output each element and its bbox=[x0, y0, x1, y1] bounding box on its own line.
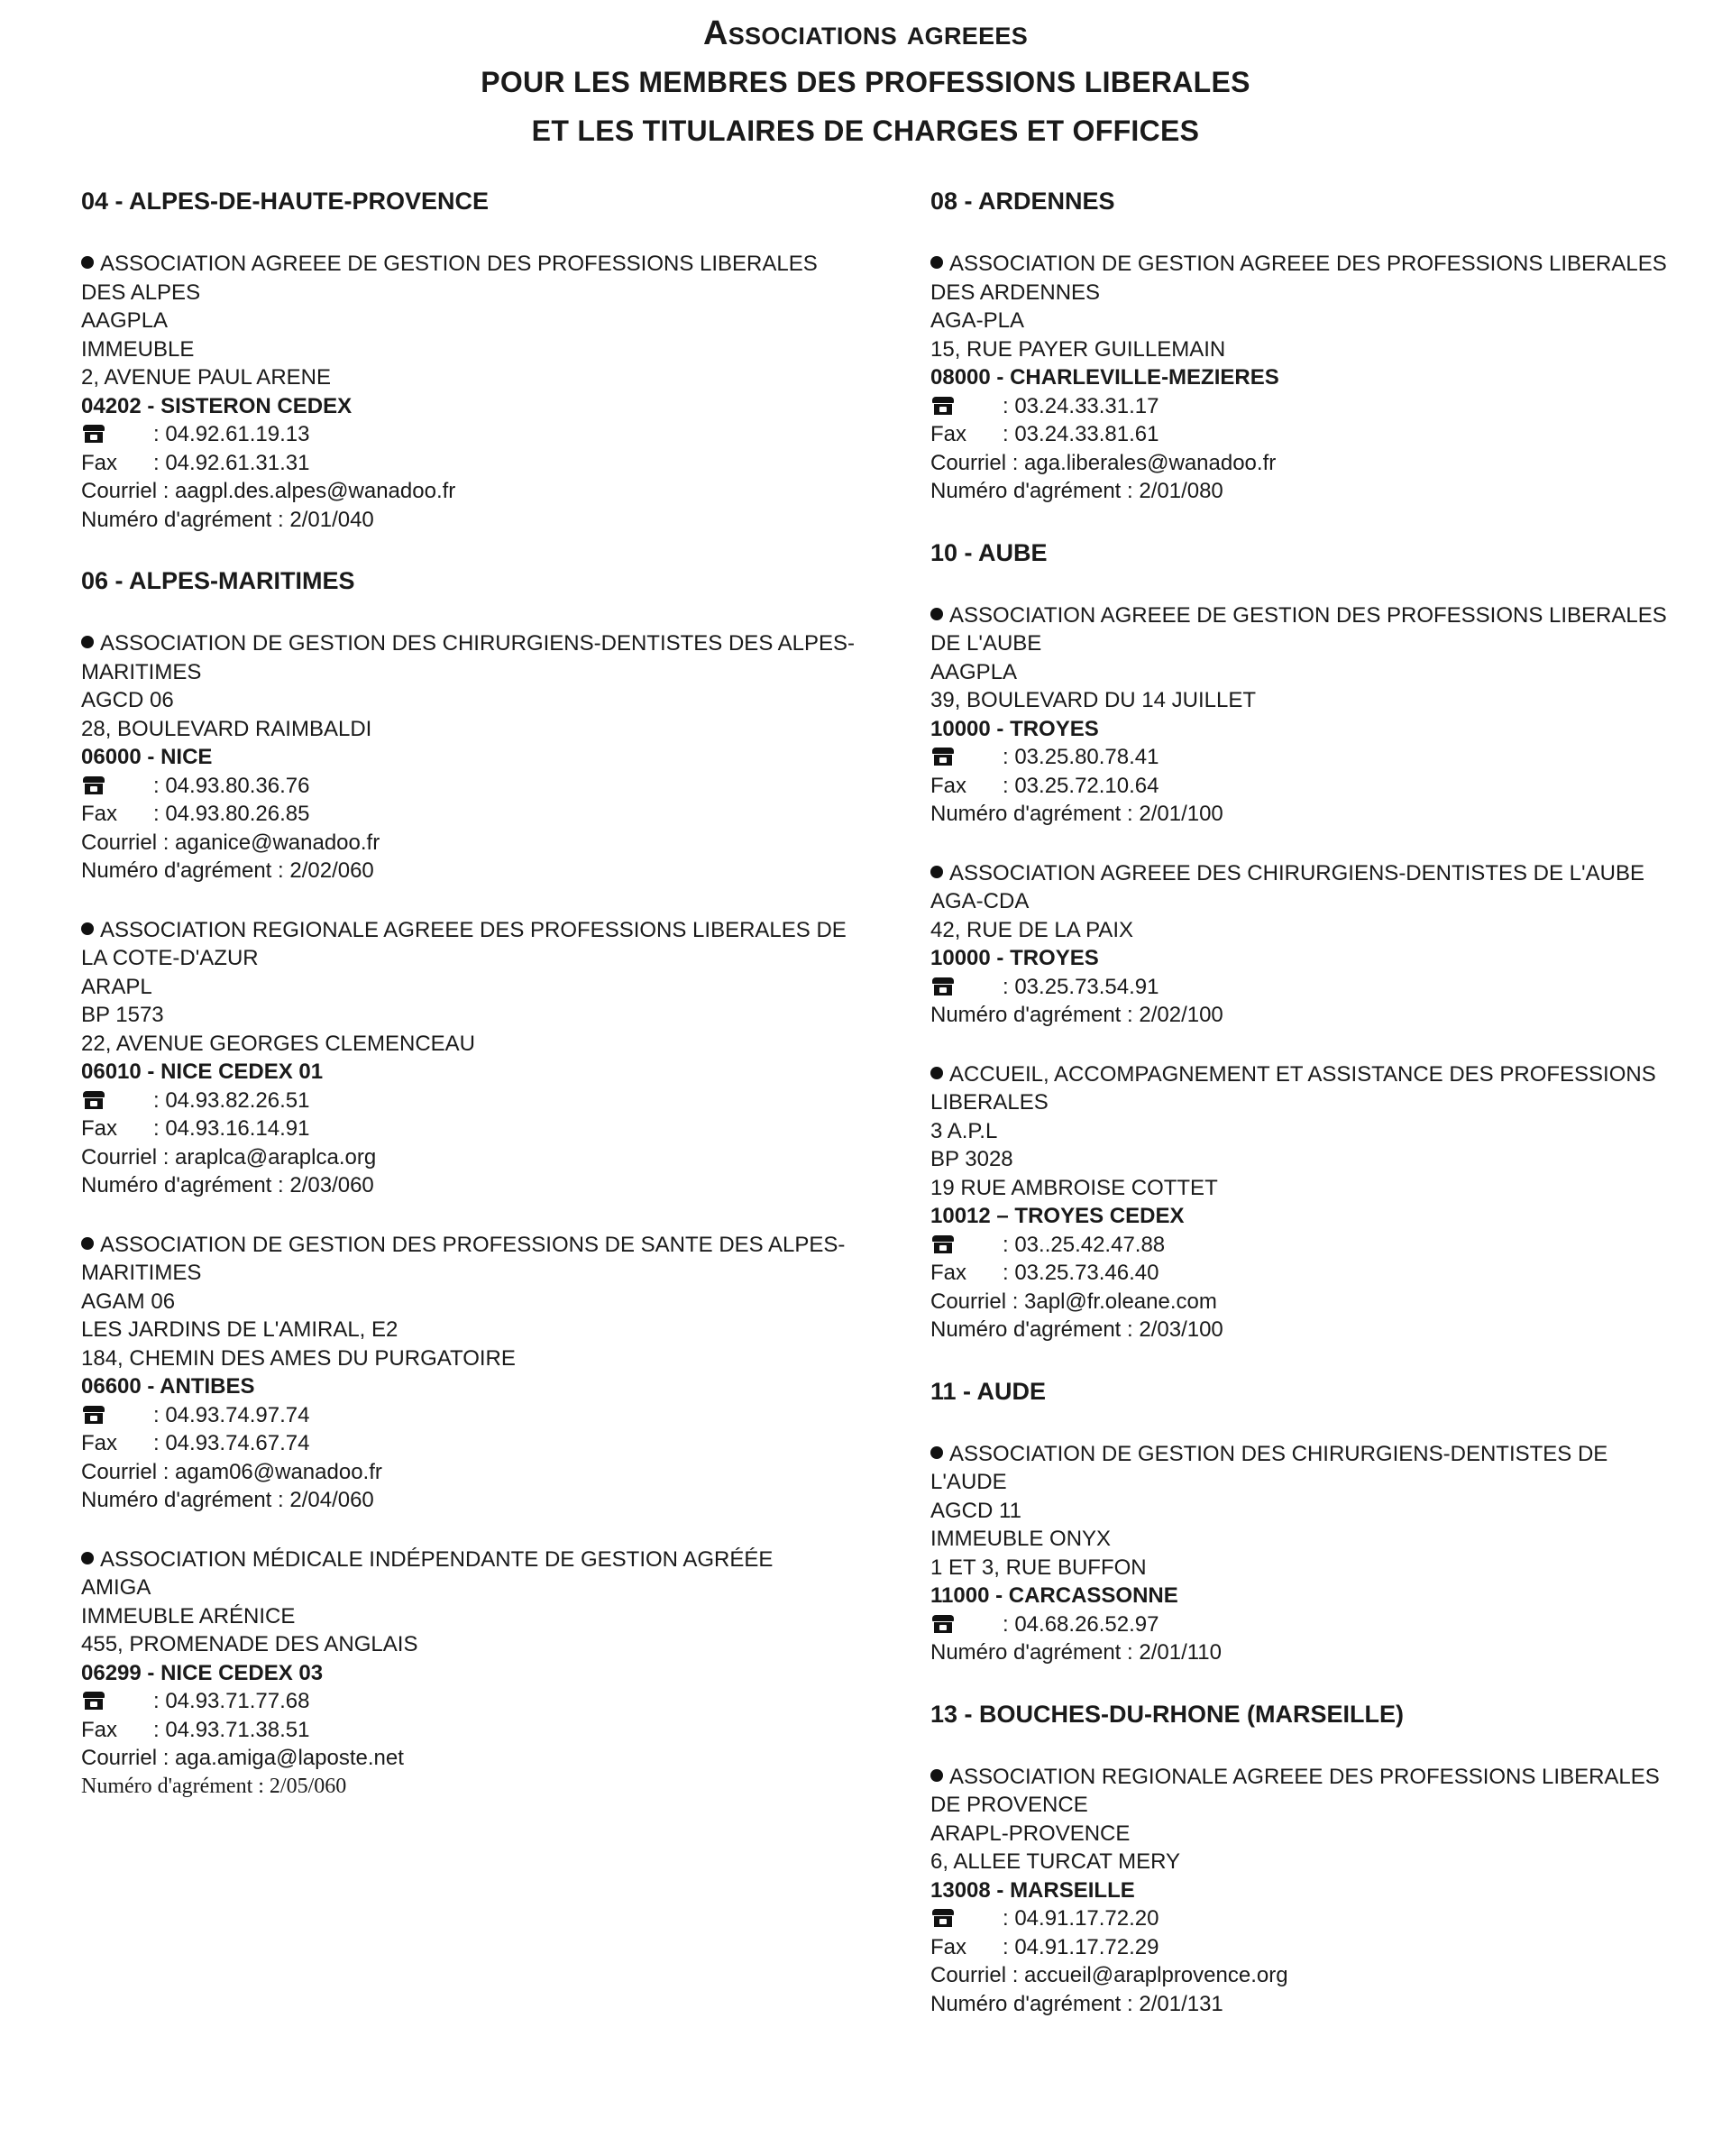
association-name: ASSOCIATION DE GESTION DES PROFESSIONS DE SANTE DES ALPES-MARITIMES bbox=[81, 1232, 846, 1285]
fax-number: : 04.93.80.26.85 bbox=[153, 802, 310, 826]
phone-line bbox=[930, 1231, 1679, 1260]
telephone-icon bbox=[930, 1235, 956, 1253]
association-name: ASSOCIATION AGREEE DES CHIRURGIENS-DENTISTES DE L'AUBE bbox=[930, 859, 1679, 888]
phone-line bbox=[930, 743, 1679, 772]
fax-line bbox=[930, 420, 1679, 449]
fax-number: : 04.93.16.14.91 bbox=[153, 1116, 310, 1141]
address-line: IMMEUBLE ONYX bbox=[930, 1527, 1112, 1551]
address-line: BP 1573 bbox=[81, 1003, 164, 1027]
association-entry bbox=[81, 250, 866, 534]
association-name: ASSOCIATION REGIONALE AGREEE DES PROFESSIONS LIBERALES DE LA COTE-D'AZUR bbox=[81, 917, 847, 970]
email-line[interactable]: Courriel : aganice@wanadoo.fr bbox=[81, 830, 380, 855]
postal-city: 13008 - MARSEILLE bbox=[930, 1877, 1135, 1903]
fax-number: : 04.91.17.72.29 bbox=[1003, 1934, 1159, 1959]
phone-number: : 03.24.33.31.17 bbox=[1003, 393, 1159, 418]
fax-line bbox=[930, 1933, 1679, 1962]
page-title: Associations agreees bbox=[702, 14, 1029, 52]
fax-line bbox=[81, 1429, 866, 1458]
postal-city: 10012 – TROYES CEDEX bbox=[930, 1204, 1185, 1228]
phone-line bbox=[930, 392, 1679, 421]
right-column bbox=[930, 185, 1679, 2049]
email-line[interactable]: Courriel : 3apl@fr.oleane.com bbox=[930, 1289, 1217, 1314]
fax-number: : 04.92.61.31.31 bbox=[153, 450, 310, 475]
fax-line bbox=[930, 772, 1679, 801]
phone-number: : 04.93.71.77.68 bbox=[153, 1689, 310, 1713]
agrement-number: Numéro d'agrément : 2/01/080 bbox=[930, 479, 1223, 503]
association-acronym: AAGPLA bbox=[930, 659, 1018, 684]
bullet-icon bbox=[81, 256, 94, 269]
postal-city: 10000 - TROYES bbox=[930, 946, 1099, 970]
fax-line bbox=[81, 1115, 866, 1143]
association-entry bbox=[930, 1763, 1679, 2019]
phone-line bbox=[930, 973, 1679, 1002]
association-acronym: AGCD 06 bbox=[81, 688, 174, 712]
fax-number: : 03.24.33.81.61 bbox=[1003, 422, 1159, 446]
postal-city: 08000 - CHARLEVILLE-MEZIERES bbox=[930, 365, 1279, 390]
fax-label: Fax bbox=[930, 1934, 967, 1959]
phone-number: : 04.93.74.97.74 bbox=[153, 1402, 310, 1427]
agrement-number: Numéro d'agrément : 2/03/100 bbox=[930, 1317, 1223, 1342]
fax-line bbox=[81, 449, 866, 478]
email-line[interactable]: Courriel : accueil@araplprovence.org bbox=[930, 1963, 1288, 1987]
agrement-number: Numéro d'agrément : 2/01/040 bbox=[81, 507, 374, 532]
bullet-icon bbox=[930, 1769, 943, 1782]
fax-label: Fax bbox=[81, 1717, 118, 1742]
association-name: ASSOCIATION MÉDICALE INDÉPENDANTE DE GESTION AGRÉÉE bbox=[81, 1546, 866, 1574]
phone-line bbox=[930, 1610, 1679, 1639]
phone-number: : 03.25.73.54.91 bbox=[1003, 974, 1159, 999]
association-entry bbox=[81, 1231, 866, 1515]
telephone-icon bbox=[930, 977, 956, 995]
agrement-number: Numéro d'agrément : 2/05/060 bbox=[81, 1774, 347, 1798]
phone-line bbox=[930, 1904, 1679, 1933]
fax-label: Fax bbox=[930, 422, 967, 446]
association-entry bbox=[930, 859, 1679, 1030]
association-acronym: ARAPL-PROVENCE bbox=[930, 1821, 1131, 1846]
fax-label: Fax bbox=[930, 773, 967, 798]
phone-number: : 04.91.17.72.20 bbox=[1003, 1906, 1159, 1931]
telephone-icon bbox=[81, 776, 106, 794]
association-acronym: AGCD 11 bbox=[930, 1498, 1021, 1523]
fax-label: Fax bbox=[81, 1431, 118, 1455]
telephone-icon bbox=[930, 1615, 956, 1633]
page-subtitle-line-1: POUR LES MEMBRES DES PROFESSIONS LIBERALES bbox=[481, 66, 1250, 98]
address-line: IMMEUBLE ARÉNICE bbox=[81, 1603, 296, 1628]
address-line: 28, BOULEVARD RAIMBALDI bbox=[81, 716, 372, 741]
phone-number: : 03.25.80.78.41 bbox=[1003, 745, 1159, 769]
association-acronym: 3 A.P.L bbox=[930, 1118, 998, 1143]
address-line: 19 RUE AMBROISE COTTET bbox=[930, 1175, 1218, 1200]
dept-heading-10: 10 - AUBE bbox=[930, 538, 1048, 566]
telephone-icon bbox=[930, 397, 956, 415]
agrement-number: Numéro d'agrément : 2/01/131 bbox=[930, 1991, 1223, 2016]
left-column bbox=[81, 185, 866, 1831]
association-name: ASSOCIATION AGREEE DE GESTION DES PROFESSIONS LIBERALES DES ALPES bbox=[81, 252, 818, 305]
bullet-icon bbox=[81, 1552, 94, 1564]
agrement-number: Numéro d'agrément : 2/03/060 bbox=[81, 1173, 374, 1197]
association-name: ASSOCIATION DE GESTION DES CHIRURGIENS-DENTISTES DES ALPES-MARITIMES bbox=[81, 631, 856, 684]
association-name: ASSOCIATION DE GESTION AGREEE DES PROFESSIONS LIBERALES DES ARDENNES bbox=[930, 252, 1667, 305]
bullet-icon bbox=[930, 608, 943, 620]
phone-line bbox=[81, 772, 866, 801]
page-subtitle-line-2: ET LES TITULAIRES DE CHARGES ET OFFICES bbox=[531, 115, 1200, 147]
fax-label: Fax bbox=[81, 1116, 118, 1141]
phone-number: : 04.93.82.26.51 bbox=[153, 1087, 310, 1113]
fax-number: : 04.93.74.67.74 bbox=[153, 1431, 310, 1455]
telephone-icon bbox=[81, 1091, 106, 1109]
fax-label: Fax bbox=[81, 802, 118, 826]
dept-heading-13: 13 - BOUCHES-DU-RHONE (MARSEILLE) bbox=[930, 1700, 1405, 1728]
telephone-icon bbox=[81, 425, 106, 443]
phone-number: : 03..25.42.47.88 bbox=[1003, 1232, 1166, 1257]
agrement-number: Numéro d'agrément : 2/02/100 bbox=[930, 1003, 1223, 1027]
agrement-number: Numéro d'agrément : 2/01/100 bbox=[930, 802, 1223, 826]
association-acronym: AGA-CDA bbox=[930, 889, 1030, 913]
email-line[interactable]: Courriel : agam06@wanadoo.fr bbox=[81, 1459, 382, 1484]
fax-label: Fax bbox=[81, 450, 118, 475]
address-line: 6, ALLEE TURCAT MERY bbox=[930, 1849, 1180, 1874]
fax-number: : 04.93.71.38.51 bbox=[153, 1717, 310, 1742]
fax-number: : 03.25.72.10.64 bbox=[1003, 773, 1159, 798]
email-line[interactable]: Courriel : aga.liberales@wanadoo.fr bbox=[930, 450, 1277, 475]
telephone-icon bbox=[81, 1692, 106, 1710]
association-name: ASSOCIATION DE GESTION DES CHIRURGIENS-DENTISTES DE L'AUDE bbox=[930, 1441, 1608, 1494]
association-acronym: AAGPLA bbox=[81, 308, 169, 333]
address-line: 1 ET 3, RUE BUFFON bbox=[930, 1555, 1147, 1580]
agrement-number: Numéro d'agrément : 2/02/060 bbox=[81, 858, 374, 883]
bullet-icon bbox=[930, 1446, 943, 1459]
page-header bbox=[0, 0, 1731, 155]
association-entry bbox=[930, 250, 1679, 506]
address-line: 2, AVENUE PAUL ARENE bbox=[81, 365, 331, 390]
dept-heading-11: 11 - AUDE bbox=[930, 1377, 1047, 1405]
address-line: 184, CHEMIN DES AMES DU PURGATOIRE bbox=[81, 1345, 516, 1371]
agrement-number: Numéro d'agrément : 2/04/060 bbox=[81, 1488, 374, 1512]
telephone-icon bbox=[930, 1909, 956, 1927]
dept-heading-06: 06 - ALPES-MARITIMES bbox=[81, 567, 355, 594]
address-line: 22, AVENUE GEORGES CLEMENCEAU bbox=[81, 1031, 476, 1056]
bullet-icon bbox=[930, 1067, 943, 1079]
phone-line bbox=[81, 1087, 866, 1115]
phone-line bbox=[81, 1401, 866, 1430]
postal-city: 10000 - TROYES bbox=[930, 716, 1099, 741]
association-entry bbox=[81, 916, 866, 1200]
fax-number: : 03.25.73.46.40 bbox=[1003, 1261, 1159, 1285]
postal-city: 06299 - NICE CEDEX 03 bbox=[81, 1660, 324, 1685]
dept-heading-04: 04 - ALPES-DE-HAUTE-PROVENCE bbox=[81, 188, 490, 215]
association-name: ACCUEIL, ACCOMPAGNEMENT ET ASSISTANCE DES PROFESSIONS LIBERALES bbox=[930, 1061, 1656, 1115]
phone-line bbox=[81, 420, 866, 449]
association-entry bbox=[930, 601, 1679, 829]
postal-city: 06000 - NICE bbox=[81, 745, 213, 769]
association-acronym: AMIGA bbox=[81, 1575, 151, 1600]
phone-number: : 04.68.26.52.97 bbox=[1003, 1611, 1159, 1637]
dept-heading-08: 08 - ARDENNES bbox=[930, 188, 1115, 215]
association-name: ASSOCIATION REGIONALE AGREEE DES PROFESSIONS LIBERALES DE PROVENCE bbox=[930, 1764, 1660, 1817]
address-line: 15, RUE PAYER GUILLEMAIN bbox=[930, 336, 1226, 362]
telephone-icon bbox=[81, 1406, 106, 1424]
postal-city: 11000 - CARCASSONNE bbox=[930, 1583, 1178, 1608]
address-line: LES JARDINS DE L'AMIRAL, E2 bbox=[81, 1317, 398, 1342]
association-acronym: AGA-PLA bbox=[930, 308, 1025, 333]
postal-city: 06010 - NICE CEDEX 01 bbox=[81, 1060, 324, 1084]
phone-number: : 04.92.61.19.13 bbox=[153, 422, 310, 446]
address-line: 42, RUE DE LA PAIX bbox=[930, 917, 1133, 942]
phone-line bbox=[81, 1687, 866, 1716]
bullet-icon bbox=[81, 922, 94, 935]
association-name: ASSOCIATION AGREEE DE GESTION DES PROFESSIONS LIBERALES DE L'AUBE bbox=[930, 602, 1667, 656]
fax-label: Fax bbox=[930, 1261, 967, 1285]
email-line[interactable]: Courriel : araplca@araplca.org bbox=[81, 1144, 377, 1170]
email-line[interactable]: Courriel : aagpl.des.alpes@wanadoo.fr bbox=[81, 479, 456, 503]
telephone-icon bbox=[930, 748, 956, 766]
address-line: 39, BOULEVARD DU 14 JUILLET bbox=[930, 688, 1257, 712]
bullet-icon bbox=[930, 866, 943, 878]
association-entry bbox=[930, 1440, 1679, 1667]
association-entry bbox=[81, 629, 866, 885]
address-line: IMMEUBLE bbox=[81, 336, 195, 362]
agrement-number: Numéro d'agrément : 2/01/110 bbox=[930, 1640, 1222, 1665]
address-line: 455, PROMENADE DES ANGLAIS bbox=[81, 1632, 418, 1656]
bullet-icon bbox=[81, 1237, 94, 1250]
bullet-icon bbox=[930, 256, 943, 269]
association-entry bbox=[930, 1060, 1679, 1344]
fax-line bbox=[81, 1716, 866, 1745]
postal-city: 06600 - ANTIBES bbox=[81, 1374, 255, 1399]
association-acronym: AGAM 06 bbox=[81, 1289, 176, 1314]
fax-line bbox=[930, 1259, 1679, 1288]
phone-number: : 04.93.80.36.76 bbox=[153, 773, 310, 798]
postal-city: 04202 - SISTERON CEDEX bbox=[81, 393, 353, 418]
association-entry bbox=[81, 1546, 866, 1802]
email-line[interactable]: Courriel : aga.amiga@laposte.net bbox=[81, 1746, 404, 1770]
bullet-icon bbox=[81, 636, 94, 648]
address-line: BP 3028 bbox=[930, 1147, 1013, 1171]
fax-line bbox=[81, 800, 866, 829]
association-acronym: ARAPL bbox=[81, 974, 152, 999]
